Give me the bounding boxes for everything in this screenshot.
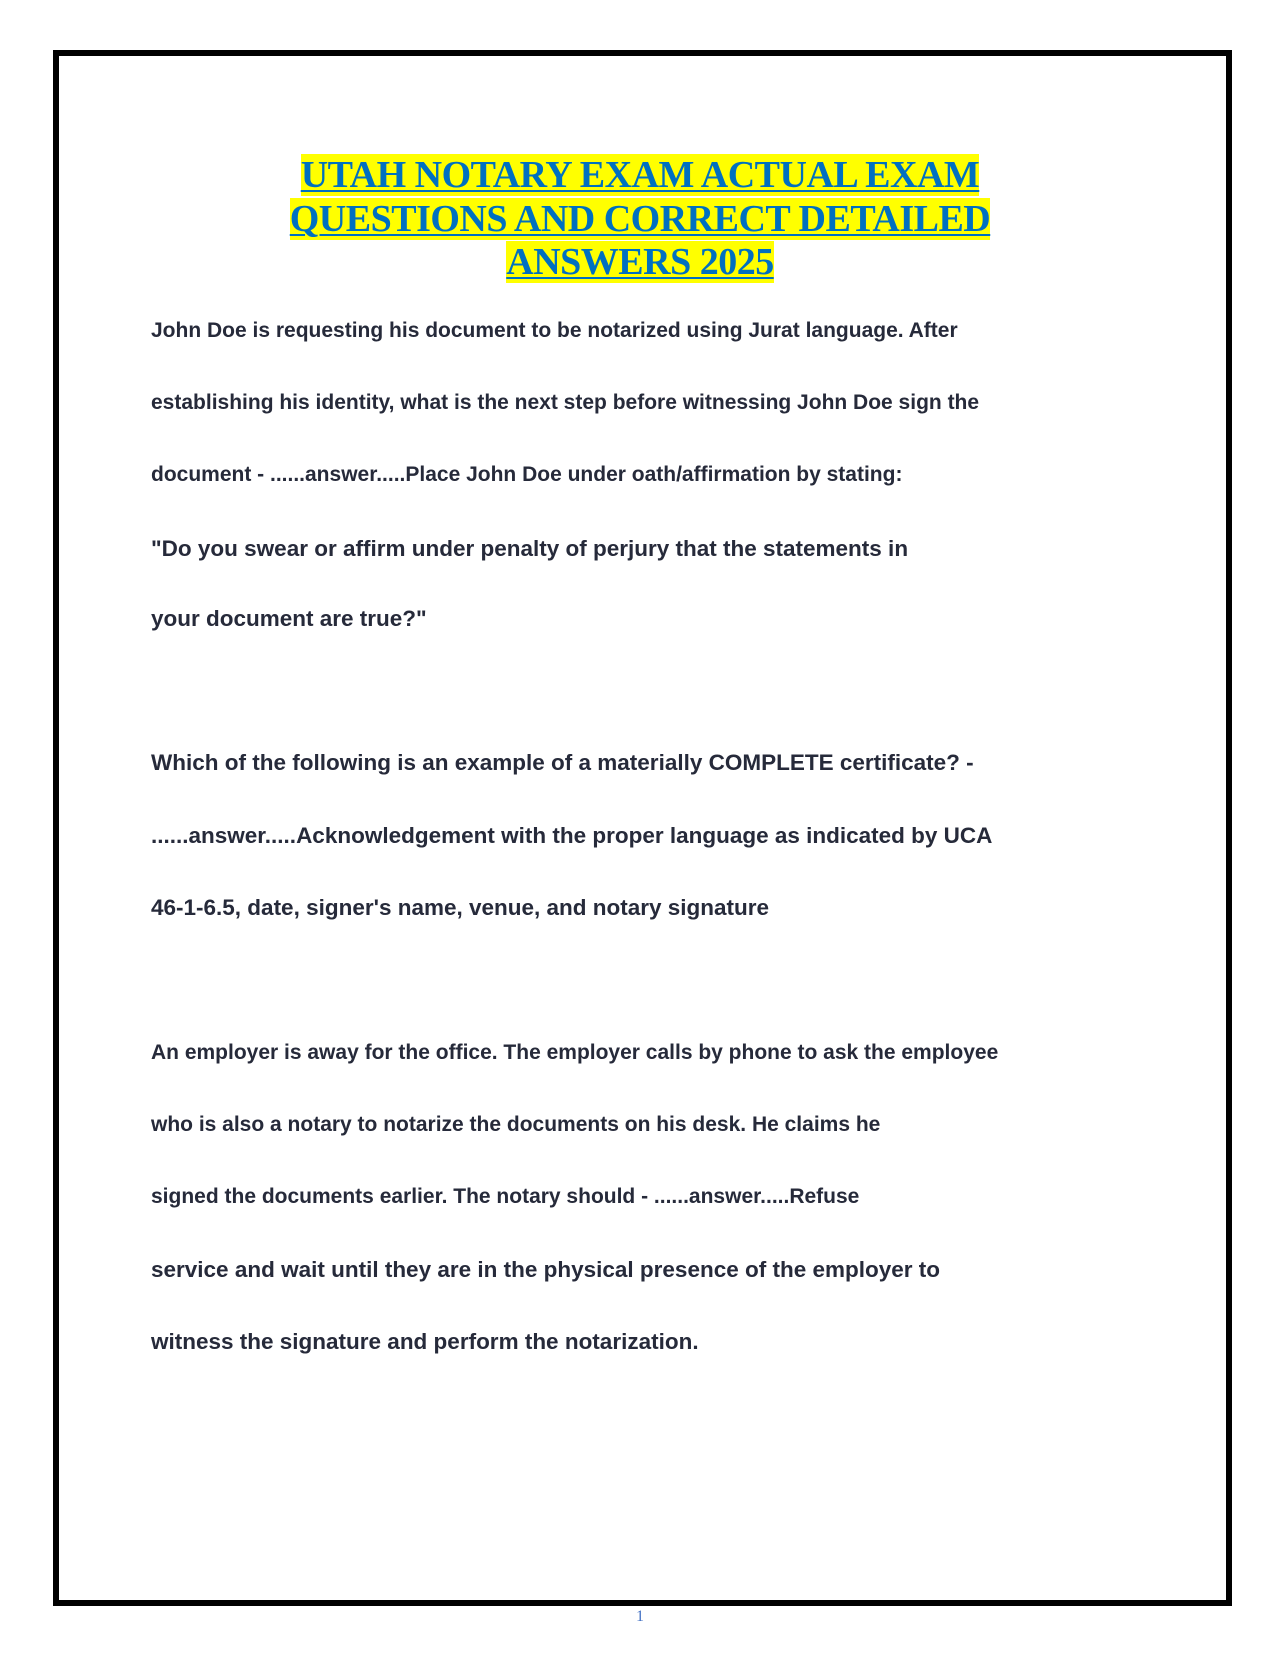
question-1-line: establishing his identity, what is the next step before witnessing John Doe sign the [151, 391, 980, 414]
page-number: 1 [636, 1608, 644, 1625]
question-1-line: document - ......answer.....Place John Doe under oath/affirmation by stating: [151, 463, 903, 486]
question-1-line: "Do you swear or affirm under penalty of perjury that the statements in [151, 536, 909, 561]
document-title-line-1: UTAH NOTARY EXAM ACTUAL EXAM [300, 154, 980, 196]
question-3-line: An employer is away for the office. The employer calls by phone to ask the employee [151, 1041, 999, 1064]
question-1-line: your document are true?" [151, 606, 427, 631]
document-title-line-3: ANSWERS 2025 [506, 241, 774, 283]
question-3-line: signed the documents earlier. The notary should - ......answer.....Refuse [151, 1185, 860, 1208]
question-1-line: John Doe is requesting his document to be notarized using Jurat language. After [151, 319, 958, 342]
question-3-line: service and wait until they are in the physical presence of the employer to [151, 1257, 940, 1282]
question-3-line: witness the signature and perform the notarization. [151, 1329, 699, 1354]
question-2-line: ......answer.....Acknowledgement with the proper language as indicated by UCA [151, 823, 993, 848]
question-2-line: Which of the following is an example of a materially COMPLETE certificate? - [151, 750, 974, 775]
question-3-line: who is also a notary to notarize the documents on his desk. He claims he [151, 1113, 881, 1136]
document-title-line-2: QUESTIONS AND CORRECT DETAILED [289, 198, 991, 240]
question-2-line: 46-1-6.5, date, signer's name, venue, and notary signature [151, 895, 770, 920]
